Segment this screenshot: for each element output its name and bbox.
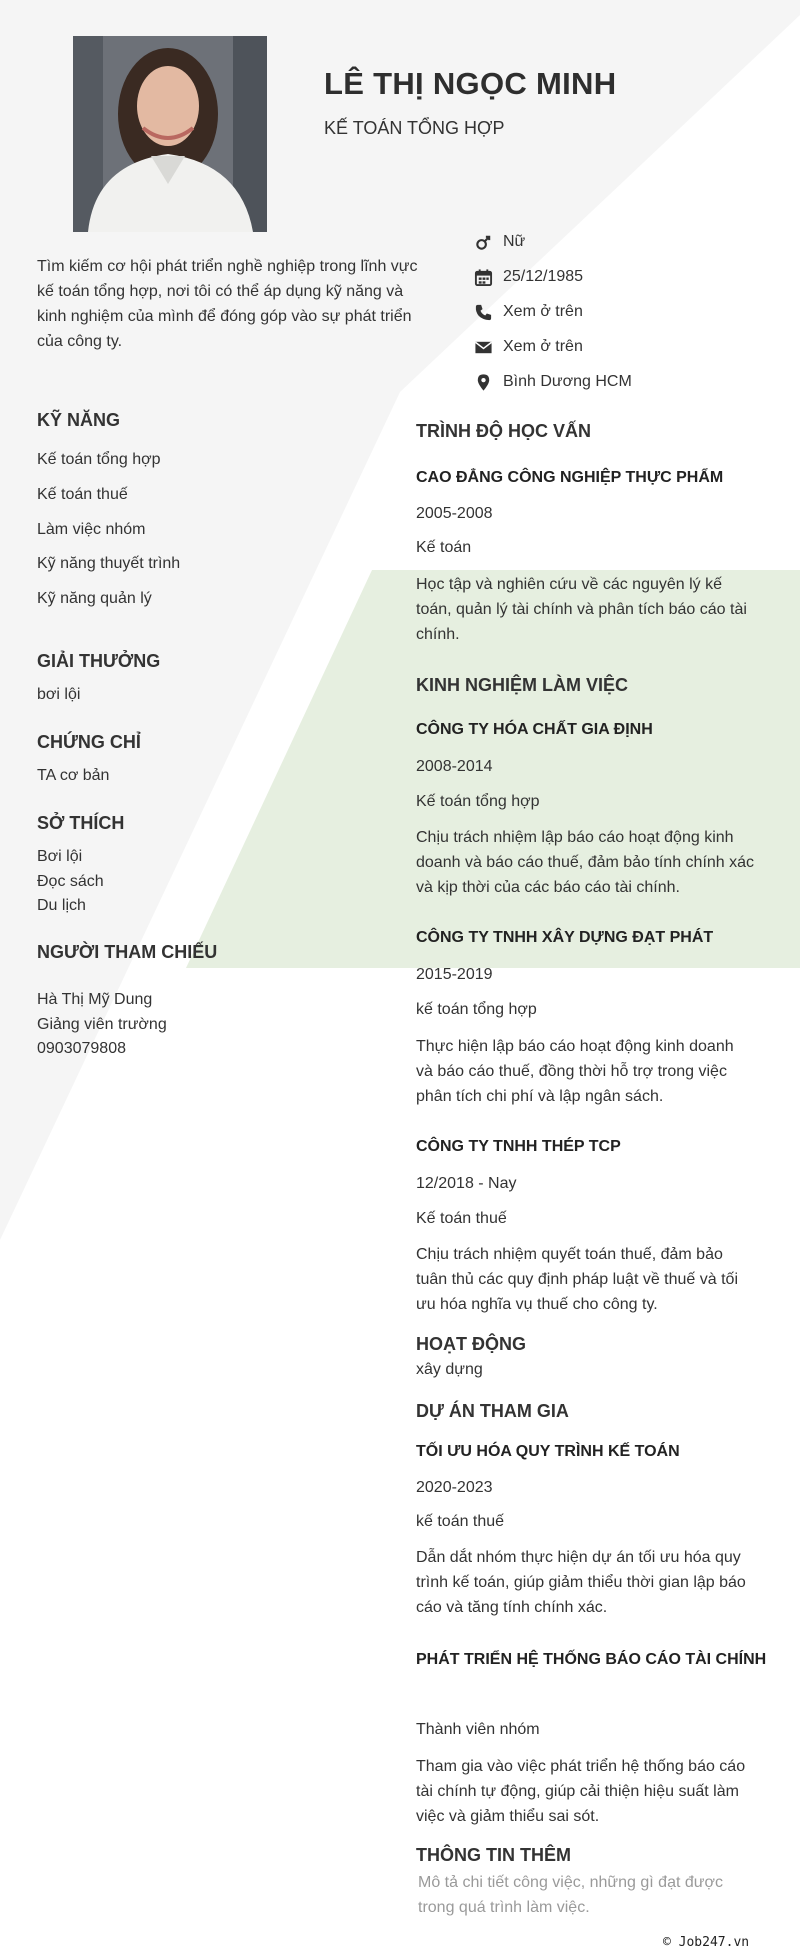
project-description	[416, 1545, 786, 1620]
career-objective: Tìm kiếm cơ hội phát triển nghề nghiệp trong lĩnh vực kế toán tổng hợp, nơi tôi có thể áp dụng kỹ năng và kinh nghiệm của mình để đóng góp vào sự phát triển của công ty.	[37, 258, 418, 350]
experience-desc-line: doanh và báo cáo thuế, đảm bảo tính chính xác	[416, 854, 755, 871]
phone-value: Xem ở trên	[503, 303, 583, 320]
gender-value: Nữ	[503, 233, 526, 250]
experience-period: 2015-2019	[416, 966, 493, 983]
project-desc-line: trình kế toán, giúp giảm thiểu thời gian lập báo	[416, 1574, 746, 1591]
project-period: 2020-2023	[416, 1479, 493, 1496]
additional-info-heading: THÔNG TIN THÊM	[416, 1845, 571, 1865]
experience-description	[416, 1242, 786, 1317]
info-phone	[472, 300, 583, 324]
project-desc-line: Tham gia vào việc phát triển hệ thống báo cáo	[416, 1758, 746, 1775]
experience-desc-line: tuân thủ các quy định pháp luật về thuế và tối	[416, 1271, 739, 1288]
education-school: CAO ĐẲNG CÔNG NGHIỆP THỰC PHẨM	[416, 469, 724, 486]
experience-heading: KINH NGHIỆM LÀM VIỆC	[416, 675, 629, 695]
education-major: Kế toán	[416, 539, 472, 556]
activity-item: xây dựng	[416, 1361, 483, 1378]
experience-desc-line: Chịu trách nhiệm lập báo cáo hoạt động kinh	[416, 829, 734, 846]
experience-desc-line: Chịu trách nhiệm quyết toán thuế, đảm bảo	[416, 1246, 723, 1263]
hobby-item: Đọc sách	[37, 873, 104, 890]
profile-photo	[73, 36, 267, 232]
awards-heading: GIẢI THƯỞNG	[37, 651, 161, 671]
experience-role: kế toán tổng hợp	[416, 1001, 537, 1018]
project-desc-line: Dẫn dắt nhóm thực hiện dự án tối ưu hóa quy	[416, 1549, 741, 1566]
birthdate-value: 25/12/1985	[503, 268, 584, 285]
reference-name: Hà Thị Mỹ Dung	[37, 991, 153, 1008]
award-item: bơi lội	[37, 686, 81, 703]
references-heading: NGƯỜI THAM CHIẾU	[37, 942, 218, 962]
experience-desc-line: phân tích chi phí và lập ngân sách.	[416, 1088, 664, 1105]
email-value: Xem ở trên	[503, 338, 583, 355]
location-icon	[472, 371, 494, 393]
skill-item: Kỹ năng thuyết trình	[37, 555, 181, 572]
project-role: Thành viên nhóm	[416, 1721, 540, 1738]
experience-description	[416, 1034, 786, 1109]
experience-company: CÔNG TY TNHH THÉP TCP	[416, 1138, 621, 1155]
experience-desc-line: ưu hóa nghĩa vụ thuế cho công ty.	[416, 1296, 658, 1313]
projects-heading: DỰ ÁN THAM GIA	[416, 1401, 569, 1421]
experience-desc-line: và báo cáo thuế, đồng thời hỗ trợ trong việc	[416, 1063, 727, 1080]
activities-heading: HOẠT ĐỘNG	[416, 1334, 526, 1354]
info-gender	[472, 230, 525, 254]
education-description	[416, 572, 786, 647]
experience-company: CÔNG TY TNHH XÂY DỰNG ĐẠT PHÁT	[416, 929, 714, 946]
hobbies-heading: SỞ THÍCH	[37, 813, 125, 833]
experience-desc-line: Thực hiện lập báo cáo hoạt động kinh doanh	[416, 1038, 734, 1055]
education-desc-line: Học tập và nghiên cứu về các nguyên lý kế	[416, 576, 722, 593]
project-name: TỐI ƯU HÓA QUY TRÌNH KẾ TOÁN	[416, 1443, 680, 1460]
education-period: 2005-2008	[416, 505, 493, 522]
candidate-title: KẾ TOÁN TỔNG HỢP	[324, 118, 505, 138]
info-address	[472, 370, 632, 394]
experience-period: 12/2018 - Nay	[416, 1175, 517, 1192]
project-desc-line: tài chính tự động, giúp cải thiện hiệu suất làm	[416, 1783, 739, 1800]
phone-icon	[472, 301, 494, 323]
info-birthdate	[472, 265, 583, 289]
additional-info-line: trong quá trình làm việc.	[418, 1899, 590, 1916]
reference-phone: 0903079808	[37, 1040, 126, 1057]
experience-period: 2008-2014	[416, 758, 493, 775]
skills-heading: KỸ NĂNG	[37, 410, 121, 430]
calendar-icon	[472, 266, 494, 288]
skill-item: Kế toán tổng hợp	[37, 451, 161, 468]
project-desc-line: cáo và tăng tính chính xác.	[416, 1599, 608, 1616]
candidate-name: LÊ THỊ NGỌC MINH	[324, 66, 617, 101]
reference-position: Giảng viên trường	[37, 1016, 167, 1033]
skill-item: Kỹ năng quản lý	[37, 590, 152, 607]
project-desc-line: việc và giảm thiểu sai sót.	[416, 1808, 600, 1825]
project-name: PHÁT TRIỂN HỆ THỐNG BÁO CÁO TÀI CHÍNH	[416, 1651, 767, 1668]
hobby-item: Bơi lội	[37, 848, 83, 865]
certificates-heading: CHỨNG CHỈ	[37, 732, 141, 752]
education-heading: TRÌNH ĐỘ HỌC VẤN	[416, 421, 591, 441]
project-role: kế toán thuế	[416, 1513, 505, 1530]
certificate-item: TA cơ bản	[37, 767, 110, 784]
gender-icon	[472, 231, 494, 253]
experience-description	[416, 825, 786, 900]
skill-item: Làm việc nhóm	[37, 521, 146, 538]
additional-info-description	[418, 1870, 788, 1920]
experience-role: Kế toán thuế	[416, 1210, 507, 1227]
skill-item: Kế toán thuế	[37, 486, 128, 503]
education-desc-line: chính.	[416, 626, 460, 643]
hobby-item: Du lịch	[37, 897, 86, 914]
experience-desc-line: và kịp thời của các báo cáo tài chính.	[416, 879, 680, 896]
education-desc-line: toán, quản lý tài chính và phân tích báo cáo tài	[416, 601, 747, 618]
info-email	[472, 335, 583, 359]
job247-watermark: © Job247.vn	[663, 1935, 750, 1950]
mail-icon	[472, 336, 494, 358]
project-description	[416, 1754, 786, 1829]
additional-info-line: Mô tả chi tiết công việc, những gì đạt được	[418, 1874, 723, 1891]
address-value: Bình Dương HCM	[503, 373, 632, 390]
experience-role: Kế toán tổng hợp	[416, 793, 540, 810]
experience-company: CÔNG TY HÓA CHẤT GIA ĐỊNH	[416, 721, 653, 738]
